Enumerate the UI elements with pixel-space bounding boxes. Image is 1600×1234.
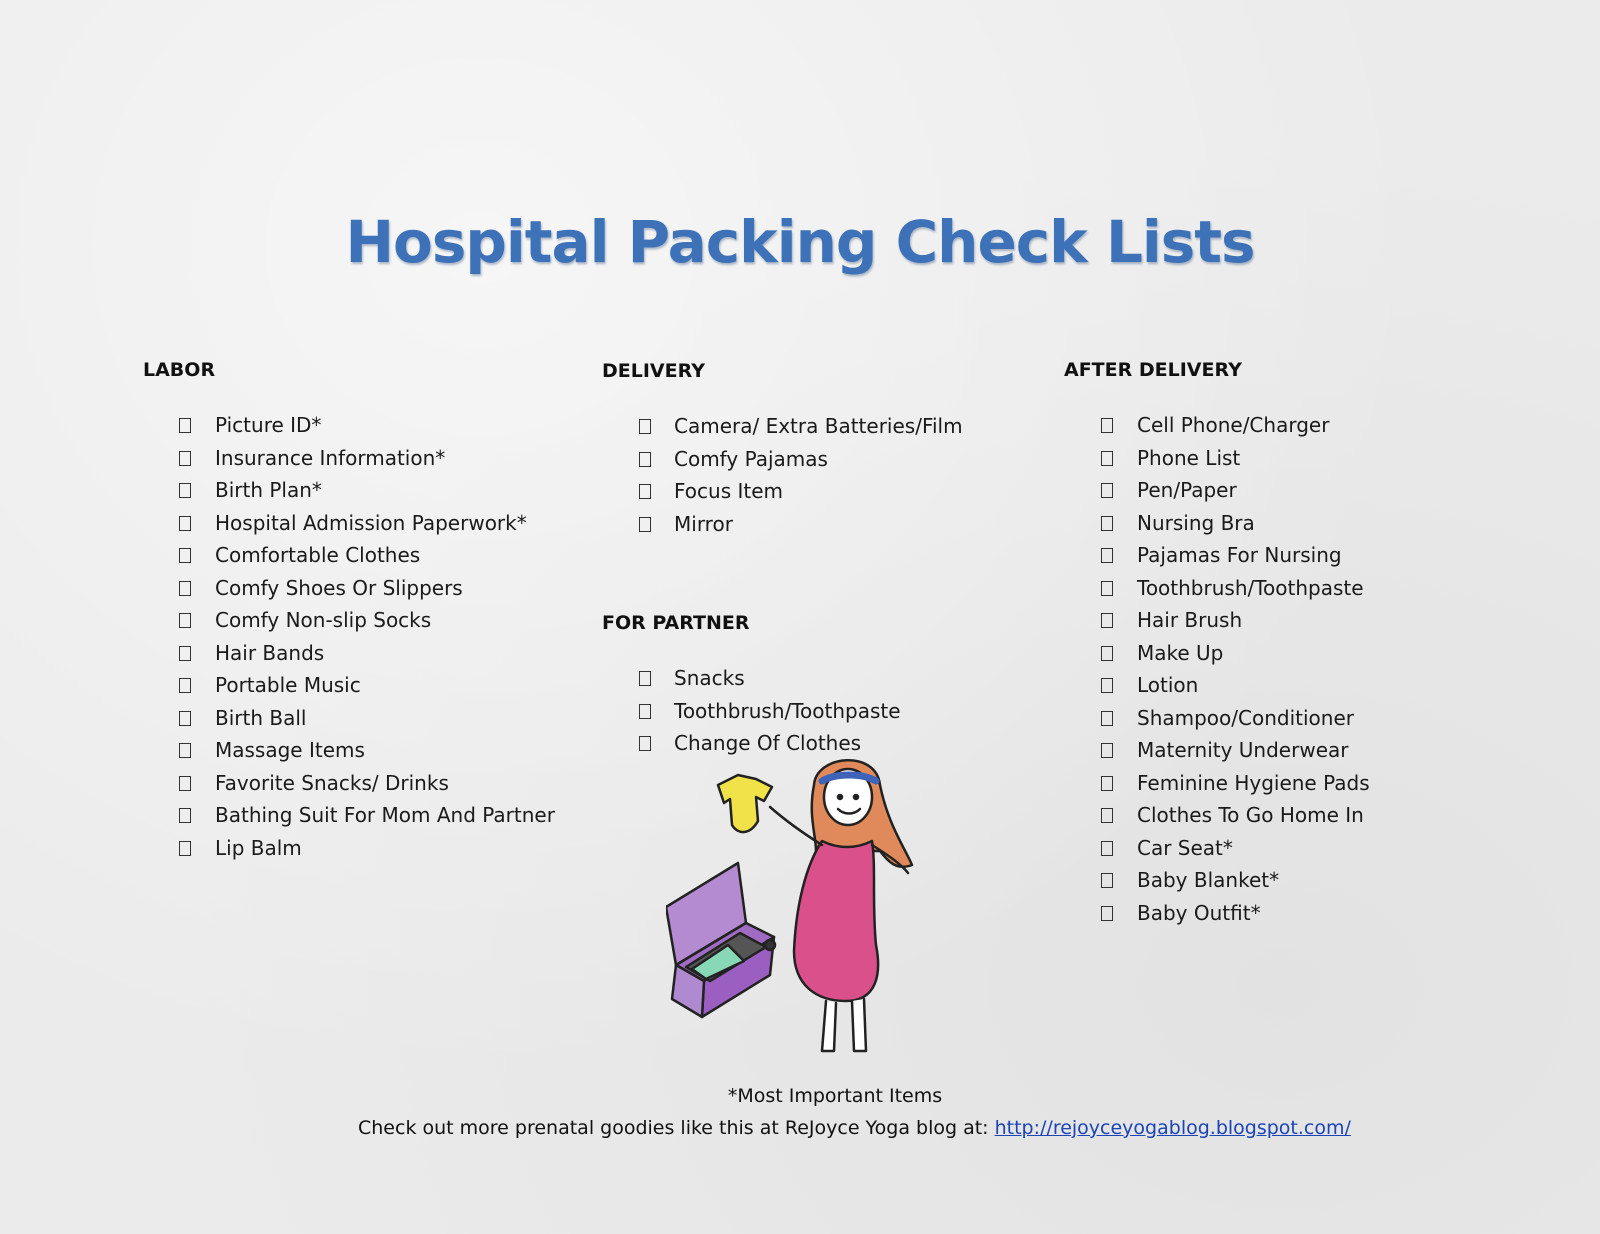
checkbox[interactable] [179,776,191,791]
checklist-item [1064,867,1280,900]
checklist-item [602,446,828,479]
checklist-item [602,511,733,544]
checklist-item [1064,412,1330,445]
checklist-item-label: Comfy Non-slip Socks [215,608,432,632]
checklist-item-label: Pajamas For Nursing [1137,543,1342,567]
pregnant-woman-packing-icon [666,755,936,1075]
checklist-item [1064,477,1242,510]
checklist-item-label: Camera/ Extra Batteries/Film [674,414,963,438]
checkbox[interactable] [639,736,651,751]
checklist-item-label: Focus Item [674,479,784,503]
delivery-section [602,359,963,543]
blog-link[interactable]: http://rejoyceyogablog.blogspot.com/ [994,1117,1351,1139]
checkbox[interactable] [1101,873,1113,888]
checklist-item-label: Baby Outfit* [1137,900,1261,925]
checkbox[interactable] [1101,451,1113,466]
checklist-item-label: Insurance Information* [215,445,446,470]
checklist-item [1064,802,1364,835]
page-title: Hospital Packing Check Lists [345,208,1255,276]
checkbox[interactable] [639,484,651,499]
partner-section [602,611,901,763]
footer [358,1117,1351,1139]
checkbox[interactable] [179,743,191,758]
checkbox[interactable] [179,613,191,628]
checklist-item-label: Change Of Clothes [674,731,862,755]
checklist-item-label: Comfy Shoes Or Slippers [215,575,463,600]
checkbox[interactable] [1101,581,1113,596]
checklist-item-label: Car Seat* [1137,835,1233,860]
labor-heading: LABOR [143,359,216,381]
checkbox[interactable] [179,548,191,563]
partner-heading: FOR PARTNER [602,612,750,634]
checklist-item-label: Portable Music [215,673,361,697]
checkbox[interactable] [1101,483,1113,498]
checklist-item-label: Hair Bands [215,640,325,665]
checkbox[interactable] [1101,418,1113,433]
checkbox[interactable] [1101,613,1113,628]
checklist-item [602,665,750,698]
checklist-item [1064,445,1242,478]
checklist-item [1064,607,1242,640]
checklist-item-label: Toothbrush/Toothpaste [1137,575,1364,600]
suitcase-icon [666,863,775,1017]
important-items-note: *Most Important Items [727,1085,943,1107]
checklist-item-label: Birth Ball [215,705,307,730]
checklist-item [1064,835,1242,868]
checklist-item [1064,575,1364,608]
checkbox[interactable] [639,419,651,434]
checkbox[interactable] [1101,548,1113,563]
checklist-item-label: Hospital Admission Paperwork* [215,510,527,535]
checkbox[interactable] [639,452,651,467]
checklist-item [143,835,302,868]
checklist-item [143,575,463,608]
after-delivery-heading: AFTER DELIVERY [1064,359,1242,381]
checklist-item-label: Shampoo/Conditioner [1137,705,1354,730]
checklist-item-label: Bathing Suit For Mom And Partner [215,803,555,827]
delivery-checklist [602,413,963,543]
footer-text: Check out more prenatal goodies like this at ReJoyce Yoga blog at: [358,1117,995,1139]
checklist-item [143,477,322,510]
checklist-item-label: Toothbrush/Toothpaste [674,698,901,723]
checklist-item-label: Massage Items [215,738,365,762]
checkbox[interactable] [1101,841,1113,856]
checklist-item-label: Picture ID* [215,413,322,437]
checklist-item-label: Baby Blanket* [1137,868,1280,892]
checkbox[interactable] [179,711,191,726]
delivery-heading: DELIVERY [602,360,705,382]
checklist-item [143,445,446,478]
checklist-item [1064,770,1370,803]
checkbox[interactable] [179,418,191,433]
checklist-item [1064,510,1255,543]
checklist-item [1064,640,1242,673]
partner-checklist [602,665,901,763]
checklist-item-label: Clothes To Go Home In [1137,803,1364,827]
checklist-item [143,607,432,640]
checkbox[interactable] [639,671,651,686]
checklist-item [1064,900,1261,933]
checklist-item [1064,737,1349,770]
checkbox[interactable] [179,516,191,531]
checkbox[interactable] [179,451,191,466]
baby-onesie-icon [718,775,772,832]
checklist-item [143,737,365,770]
checkbox[interactable] [179,646,191,661]
checklist-item-label: Comfy Pajamas [674,446,828,471]
checklist-item [602,478,784,511]
checklist-item [1064,542,1342,575]
after-delivery-section [1064,358,1370,932]
checkbox[interactable] [1101,776,1113,791]
checkbox[interactable] [639,517,651,532]
checklist-item-label: Mirror [674,511,733,536]
checklist-item [1064,705,1354,738]
checklist-item-label: Phone List [1137,445,1241,470]
checkbox[interactable] [639,704,651,719]
checklist-item [143,672,361,705]
checklist-item-label: Cell Phone/Charger [1137,413,1330,437]
checklist-item-label: Nursing Bra [1137,510,1255,535]
checklist-item-label: Favorite Snacks/ Drinks [215,770,449,795]
labor-checklist [143,412,555,867]
checklist-item-label: Feminine Hygiene Pads [1137,770,1370,795]
after-delivery-checklist [1064,412,1370,932]
checklist-item [143,770,449,803]
checkbox[interactable] [1101,678,1113,693]
checkbox[interactable] [1101,906,1113,921]
checklist-item [1064,672,1242,705]
checklist-item [143,542,421,575]
checklist-item-label: Birth Plan* [215,478,322,502]
checklist-item-label: Lotion [1137,673,1199,697]
woman-figure-icon [770,760,912,1051]
checkbox[interactable] [1101,646,1113,661]
checklist-item-label: Lip Balm [215,835,302,860]
checklist-item-label: Snacks [674,666,745,690]
checkbox[interactable] [179,678,191,693]
labor-section [143,358,555,867]
checkbox[interactable] [179,808,191,823]
checklist-item [602,698,901,731]
checklist-item-label: Hair Brush [1137,608,1243,632]
checklist-item [602,413,963,446]
checklist-item [143,510,527,543]
checklist-item [143,802,555,835]
checkbox[interactable] [1101,711,1113,726]
checklist-item-label: Comfortable Clothes [215,543,421,567]
checkbox[interactable] [1101,808,1113,823]
checklist-item [143,412,322,445]
checklist-item [143,640,325,673]
checkbox[interactable] [1101,516,1113,531]
checkbox[interactable] [179,581,191,596]
checklist-item [143,705,307,738]
checklist-item-label: Pen/Paper [1137,478,1237,502]
checkbox[interactable] [1101,743,1113,758]
checklist-item-label: Make Up [1137,640,1224,665]
checkbox[interactable] [179,841,191,856]
checklist-item-label: Maternity Underwear [1137,738,1349,762]
checkbox[interactable] [179,483,191,498]
